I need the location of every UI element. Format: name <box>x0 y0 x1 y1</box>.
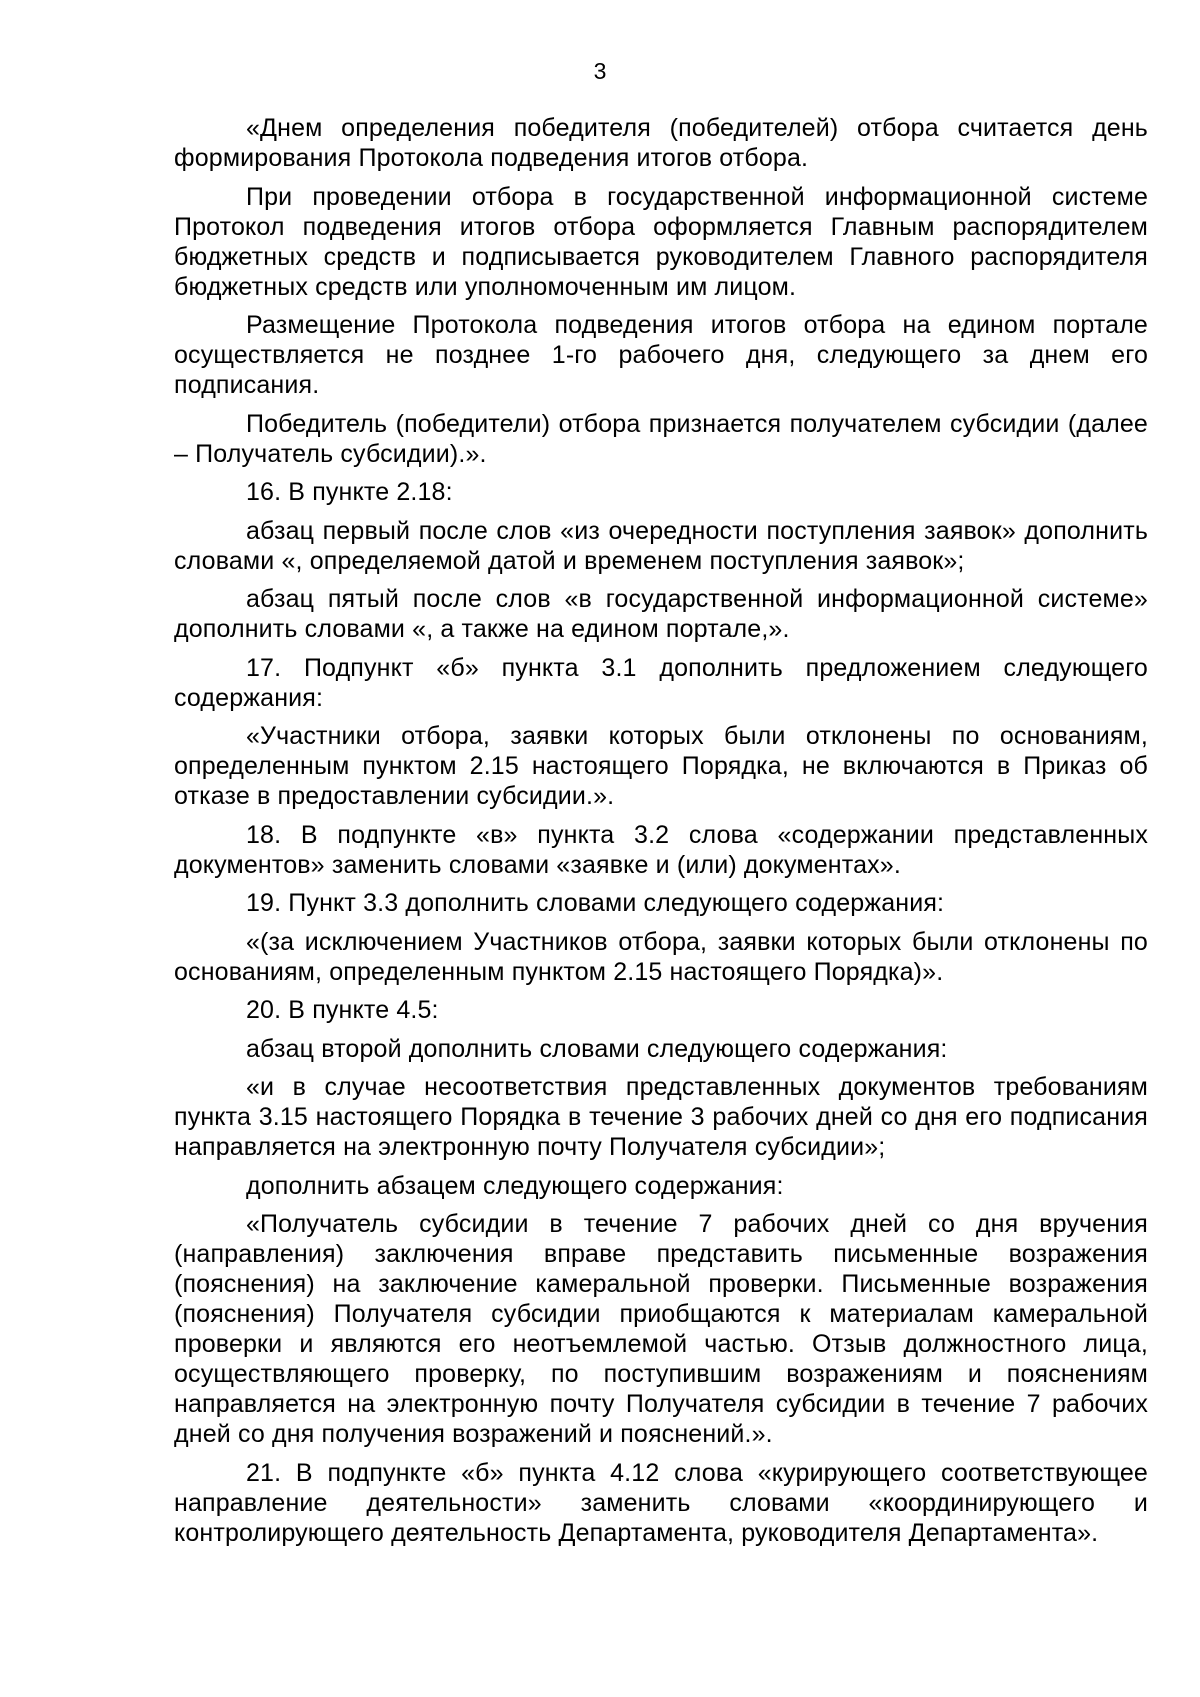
page-number: 3 <box>593 58 607 84</box>
paragraph-protocol-placement: Размещение Протокола подведения итогов отбора на едином портале осуществляется не позднее 1-го рабочего дня, следующего за днем его подписания. <box>174 311 1148 399</box>
paragraph-winner-recipient: Победитель (победители) отбора признается получателем субсидии (далее – Получатель субсидии).». <box>174 409 1148 468</box>
paragraph-winner-definition: «Днем определения победителя (победителей) отбора считается день формирования Протокола подведения итогов отбора. <box>174 114 1148 172</box>
paragraph-item-17-text: «Участники отбора, заявки которых были отклонены по основаниям, определенным пунктом 2.15 настоящего Порядка, не включаются в Приказ об отказе в предоставлении субсидии.». <box>174 722 1148 810</box>
paragraph-item-20-second: абзац второй дополнить словами следующего содержания: <box>246 1034 948 1063</box>
paragraph-item-20-second-text: «и в случае несоответствия представленных документов требованиям пункта 3.15 настоящего Порядка в течение 3 рабочих дней со дня его подписания направляется на электронную почту Получателя субсидии»; <box>174 1073 1148 1161</box>
paragraph-item-16-first: абзац первый после слов «из очередности поступления заявок» дополнить словами «, определяемой датой и временем поступления заявок»; <box>174 516 1148 575</box>
paragraph-item-20-add-text: «Получатель субсидии в течение 7 рабочих дней со дня вручения (направления) заключения вправе представить письменные возражения (пояснения) на заключение камеральной проверки. Письменные возражения (пояснения) Получателя субсидии приобщаются к материалам камеральной проверки и являются его неотъемлемой частью. Отзыв должностного лица, осуществляющего проверку, по поступившим возражениям и пояснениям направляется на электронную почту Получателя субсидии в течение 7 рабочих дней со дня получения возражений и пояснений.». <box>174 1210 1148 1448</box>
paragraph-item-17: 17. Подпункт «б» пункта 3.1 дополнить предложением следующего содержания: <box>174 653 1148 712</box>
paragraph-item-21: 21. В подпункте «б» пункта 4.12 слова «курирующего соответствующее направление деятельности» заменить словами «координирующего и контролирующего деятельность Департамента, руководителя Департамента». <box>174 1458 1148 1547</box>
document-body <box>174 113 1148 1556</box>
paragraph-protocol-gis: При проведении отбора в государственной информационной системе Протокол подведения итогов отбора оформляется Главным распорядителем бюджетных средств и подписывается руководителем Главного распорядителя бюджетных средств или уполномоченным им лицом. <box>174 182 1148 301</box>
paragraph-item-16-fifth: абзац пятый после слов «в государственной информационной системе» дополнить словами «, а также на едином портале,». <box>174 585 1148 643</box>
paragraph-item-20: 20. В пункте 4.5: <box>246 996 439 1024</box>
paragraph-item-19-text: «(за исключением Участников отбора, заявки которых были отклонены по основаниям, определенным пунктом 2.15 настоящего Порядка)». <box>174 927 1148 986</box>
paragraph-item-16: 16. В пункте 2.18: <box>246 478 453 506</box>
paragraph-item-20-add: дополнить абзацем следующего содержания: <box>246 1171 784 1200</box>
paragraph-item-18: 18. В подпункте «в» пункта 3.2 слова «содержании представленных документов» заменить словами «заявке и (или) документах». <box>174 820 1148 879</box>
paragraph-item-19: 19. Пункт 3.3 дополнить словами следующего содержания: <box>246 889 945 917</box>
